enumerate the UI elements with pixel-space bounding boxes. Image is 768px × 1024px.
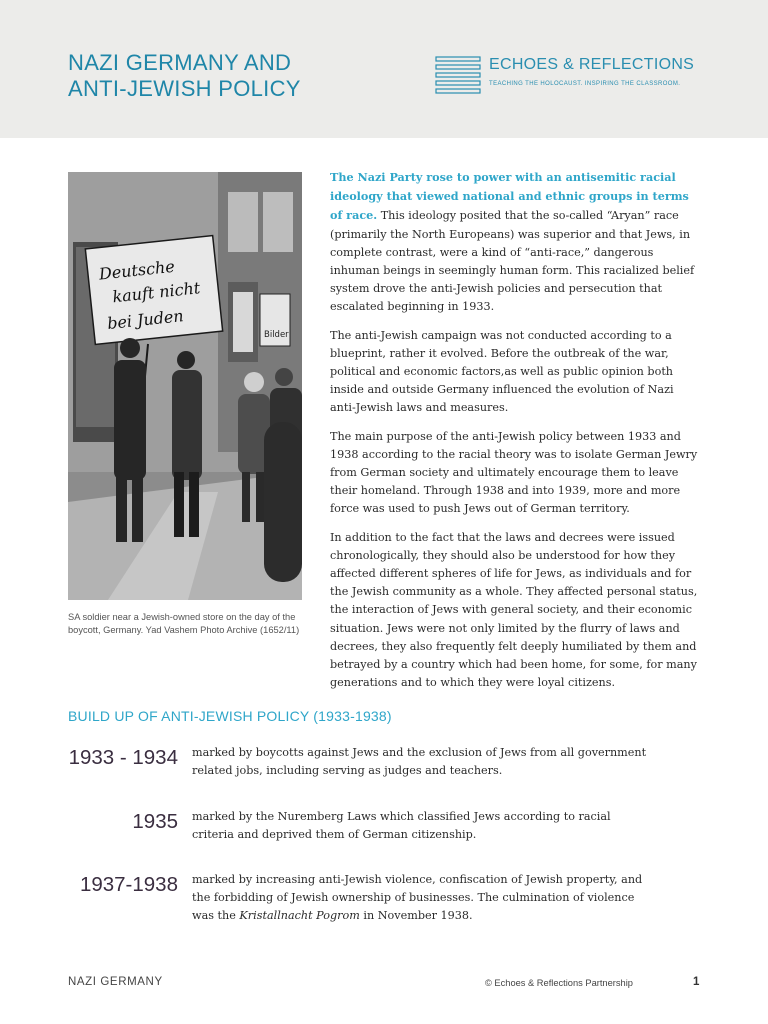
boycott-photo xyxy=(68,172,302,600)
page-title xyxy=(68,50,301,102)
sign-line-2: kauft nicht xyxy=(111,278,202,307)
page-number: 1 xyxy=(693,976,700,988)
footer-section-title: NAZI GERMANY xyxy=(68,976,163,988)
shop-sign-text: Bilder xyxy=(264,330,289,340)
footer-copyright: © Echoes & Reflections Partnership xyxy=(485,978,633,988)
timeline-text-start: marked by increasing anti-Jewish violence, confiscation of Jewish property, and the forbidding of Jewish ownership of businesses. The culmination of violence was the xyxy=(192,873,643,923)
paragraph-2: The anti-Jewish campaign was not conducted according to a blueprint, rather it evolved. Before the outbreak of the war, political and economic factors,as well as public opinion both inside and outside Germany influenced the evolution of Nazi anti-Jewish laws and measures. xyxy=(330,328,674,415)
lead-sentence: The Nazi Party rose to power with an antisemitic racial ideology that viewed national and ethnic groups in terms of race. xyxy=(330,170,689,223)
intro-text xyxy=(330,168,702,702)
logo-tagline: TEACHING THE HOLOCAUST. INSPIRING THE CLASSROOM. xyxy=(489,81,681,87)
stacked-lines-logo-icon xyxy=(435,55,483,95)
timeline-heading: BUILD UP OF ANTI-JEWISH POLICY (1933-1938) xyxy=(68,708,392,724)
sign-line-3: bei Juden xyxy=(106,306,185,334)
title-line-1: NAZI GERMANY AND xyxy=(68,50,292,75)
timeline-year: 1935 xyxy=(132,810,178,833)
timeline-year: 1933 - 1934 xyxy=(68,746,178,769)
paragraph-4: In addition to the fact that the laws and decrees were issued chronologically, they should also be understood for how they affected different spheres of life for Jews, as individuals and for the Jewish community as a whole. They affected personal status, the interaction of Jews with general society, and their economic situation. Jews were not only limited by the flurry of laws and decrees, they also frequently felt deeply humiliated by them and betrayed by a country which had been home, for some, for many generations and to which they were loyal citizens. xyxy=(330,530,698,690)
page-header xyxy=(0,0,768,138)
sign-line-1: Deutsche xyxy=(98,256,176,284)
timeline-text: marked by boycotts against Jews and the exclusion of Jews from all government related jobs, including serving as judges and teachers. xyxy=(192,746,647,778)
logo-name: ECHOES & REFLECTIONS xyxy=(489,56,695,73)
timeline-year: 1937-1938 xyxy=(79,873,178,896)
paragraph-1-rest: This ideology posited that the so-called “Aryan” race (primarily the North Europeans) was superior and that Jews, in complete contrast, were a kind of “anti-race,” dangerous inhuman beings in seemingly human form. This racialized belief system drove the anti-Jewish policies and persecution that escalated beginning in 1933. xyxy=(330,209,695,314)
timeline-text: marked by the Nuremberg Laws which classified Jews according to racial criteria and deprived them of German citizenship. xyxy=(192,810,611,842)
paragraph-3: The main purpose of the anti-Jewish policy between 1933 and 1938 according to the racial theory was to isolate German Jewry from German society and ultimately encourage them to leave their homeland. Through 1938 and into 1939, more and more force was used to push Jews out of German territory. xyxy=(330,429,698,516)
timeline-text xyxy=(192,871,652,926)
paragraph-1 xyxy=(330,168,702,317)
echoes-reflections-logo xyxy=(435,55,705,95)
timeline-text-end: in November 1938. xyxy=(359,909,473,923)
photo-caption: SA soldier near a Jewish-owned store on the day of the boycott, Germany. Yad Vashem Photo Archive (1652/11) xyxy=(68,612,300,636)
title-line-2: ANTI-JEWISH POLICY xyxy=(68,76,301,101)
kristallnacht-term: Kristallnacht Pogrom xyxy=(239,909,360,923)
